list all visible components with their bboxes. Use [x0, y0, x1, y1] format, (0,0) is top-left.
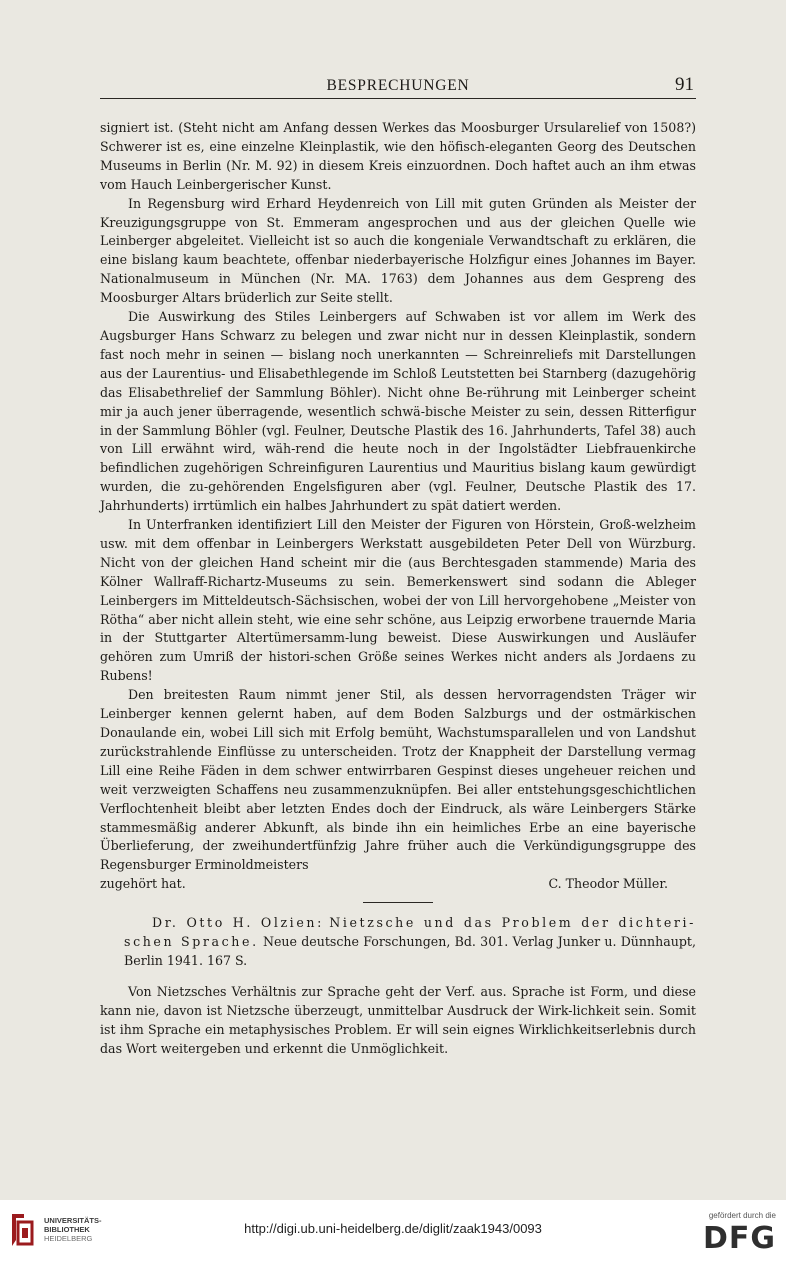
running-head: BESPRECHUNGEN	[326, 77, 470, 94]
paragraph-4: In Unterfranken identifiziert Lill den Meister der Figuren von Hörstein, Groß-welzheim usw. mit dem offenbar in Leinbergers Werkstatt ausgebildeten Peter Dell von Würzburg. Nicht von der gleichen Hand scheint mir die (aus Berchtesgaden stammende) Maria des Kölner Wallraff-Richartz-Museums zu sein. Bemerkenswert sind sodann die Ableger Leinbergers im Mitteldeutsch-Sächsischen, wobei der von Lill hervorgehobene „Meister von Rötha“ aber nicht allein steht, wie eine sehr schöne, aus Leipzig erworbene trauernde Maria in der Stuttgarter Altertümersamm-lung beweist. Diese Auswirkungen und Ausläufer gehören zum Umriß der histori-schen Größe seines Werkes nicht anders als Jordaens zu Rubens!	[100, 517, 696, 684]
permalink-url[interactable]: http://digi.ub.uni-heidelberg.de/diglit/zaak1943/0093	[244, 1221, 542, 1236]
review-details: Neue deutsche Forschungen, Bd. 301. Verlag Junker u. Dünnhaupt, Berlin 1941. 167 S.	[124, 934, 696, 968]
paragraph-1: signiert ist. (Steht nicht am Anfang dessen Werkes das Moosburger Ursularelief von 1508?) Schwerer ist es, eine einzelne Kleinplastik, wie den höfisch-eleganten Georg des Deutschen Museums in Berlin (Nr. M. 92) in diesem Kreis einzuordnen. Doch haftet auch an ihm etwas vom Hauch Leinbergerischer Kunst.	[100, 120, 696, 192]
section-divider	[363, 902, 433, 903]
author-signature: C. Theodor Müller.	[548, 876, 668, 892]
paragraph-5: Den breitesten Raum nimmt jener Stil, als dessen hervorragendsten Träger wir Leinberger kennen gelernt haben, auf dem Boden Salzburgs und der ostmärkischen Donaulande ein, wobei Lill sich mit Erfolg bemüht, Wachstumsparallelen und von Landshut zurückstrahlende Einflüsse zu unterscheiden. Trotz der Knappheit der Darstellung vermag Lill eine Reihe Fäden in dem schwer entwirrbaren Gespinst dieses ungeheuer reichen und weit verzweigten Schaffens neu zusammenzuknüpfen. Bei aller entstehungsgeschichtlichen Verflochtenheit bleibt aber letzten Endes doch der Eindruck, als wäre Leinbergers Stärke stammesmäßig anderer Abkunft, als binde ihn ein heimliches Erbe an eine bayerische Überlieferung, der zweihundertfünfzig Jahre früher auch die Verkündigungsgruppe des Regensburger Erminoldmeisters	[100, 687, 696, 873]
page-number: 91	[675, 74, 694, 95]
review-paragraph: Von Nietzsches Verhältnis zur Sprache geht der Verf. aus. Sprache ist Form, und diese kann nie, davon ist Nietzsche überzeugt, unmittelbar Ausdruck der Wirk-lichkeit sein. Somit ist ihm Sprache ein metaphysisches Problem. Er will sein eignes Wirklichkeitserlebnis durch das Wort weitergeben und erkennt die Unmöglichkeit.	[100, 983, 696, 1056]
closing-line	[100, 875, 696, 894]
dfg-logo-icon[interactable]: DFG	[702, 1221, 776, 1256]
paragraph-2: In Regensburg wird Erhard Heydenreich von Lill mit guten Gründen als Meister der Kreuzigungsgruppe von St. Emmeram angesprochen und aus der gleichen Quelle wie Leinberger abgeleitet. Vielleicht ist so auch die kongeniale Verwandtschaft zu erklären, die eine bislang kaum beachtete, offenbar niederbayerische Holzfigur eines Johannes im Bayer. Nationalmuseum in München (Nr. MA. 1763) dem Johannes aus dem Gespreng des Moosburger Altars brüderlich zur Seite stellt.	[100, 195, 696, 306]
page-header	[100, 72, 696, 99]
review-author: Dr. Otto H. Olzien:	[152, 915, 324, 931]
closing-text: zugehört hat.	[100, 876, 186, 892]
review-title: Nietzsche und das Problem der dichteri-schen Sprache.	[124, 915, 696, 950]
library-name-line3: HEIDELBERG	[44, 1234, 93, 1243]
library-name-line2: BIBLIOTHEK	[44, 1225, 90, 1234]
article-body	[100, 119, 696, 1059]
review-body	[100, 983, 696, 1059]
paragraph-3: Die Auswirkung des Stiles Leinbergers auf Schwaben ist vor allem im Werk des Augsburger Hans Schwarz zu belegen und zwar nicht nur in dessen Kleinplastik, sondern fast noch mehr in seinen — bislang noch unerkannten — Schreinreliefs mit Darstellungen aus der Laurentius- und Elisabethlegende im Schloß Leutstetten bei Starnberg (dazugehörig das Elisabethrelief der Sammlung Böhler). Nicht ohne Be-rührung mit Leinberger scheint mir ja auch jener überragende, wesentlich schwä-bische Meister zu sein, dessen Ritterfigur in der Sammlung Böhler (vgl. Feulner, Deutsche Plastik des 16. Jahrhunderts, Tafel 38) auch von Lill erwähnt wird, wäh-rend die heute noch in der Ingolstädter Liebfrauenkirche befindlichen zugehörigen Schreinfiguren Laurentius und Mauritius bislang kaum gewürdigt wurden, die zu-gehörenden Engelsfiguren aber (vgl. Feulner, Deutsche Plastik des 17. Jahrhunderts) irrtümlich ein halbes Jahrhundert zu spät datiert werden.	[100, 309, 696, 514]
review-heading	[100, 914, 696, 971]
library-name-line1: UNIVERSITÄTS-	[44, 1216, 102, 1225]
funding-note: gefördert durch die	[708, 1211, 776, 1220]
viewer-footer	[0, 1200, 786, 1261]
